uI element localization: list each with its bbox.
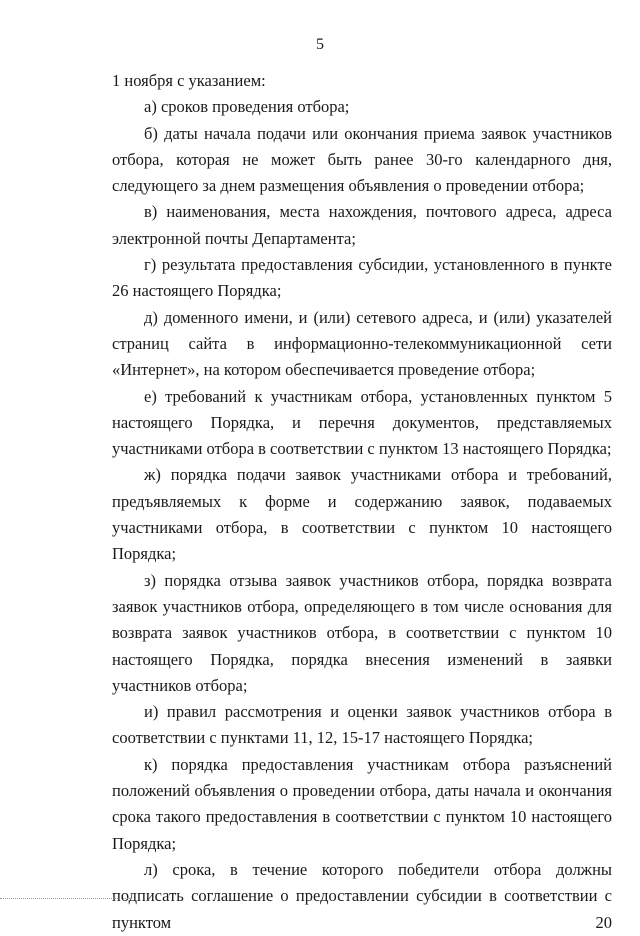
paragraph-item-b: б) даты начала подачи или окончания приема заявок участников отбора, которая не может быть ранее 30-го календарного дня, следующего за днем размещения объявления о проведении отбора;	[112, 123, 612, 196]
paragraph-item-e: е) требований к участникам отбора, установленных пунктом 5 настоящего Порядка, и перечня документов, представляемых участниками отбора в соответствии с пунктом 13 настоящего Порядка;	[112, 386, 612, 459]
paragraph-item-k: к) порядка предоставления участникам отбора разъяснений положений объявления о проведении отбора, даты начала и окончания срока такого предоставления в соответствии с пунктом 10 настоящего Порядка;	[112, 754, 612, 853]
paragraph-intro: 1 ноября с указанием:	[112, 71, 266, 90]
paragraph-item-z: з) порядка отзыва заявок участников отбора, порядка возврата заявок участников отбора, определяющего в том числе основания для возврата заявок участников отбора, в соответствии с пунктом 10 настоящего Порядка, порядка внесения изменений в заявки участников отбора;	[112, 570, 612, 695]
paragraph-item-d: д) доменного имени, и (или) сетевого адреса, и (или) указателей страниц сайта в информационно-телекоммуникационной сети «Интернет», на котором обеспечивается проведение отбора;	[112, 307, 612, 380]
paragraph-item-i: и) правил рассмотрения и оценки заявок участников отбора в соответствии с пунктами 11, 12, 15-17 настоящего Порядка;	[112, 702, 612, 748]
page-number: 5	[316, 36, 324, 53]
paragraph-item-l: л) срока, в течение которого победители отбора должны подписать соглашение о предоставлении субсидии в соответствии с пунктом 20	[112, 859, 612, 932]
document-body	[112, 68, 612, 936]
footer-divider	[0, 898, 132, 899]
paragraph-item-zh: ж) порядка подачи заявок участниками отбора и требований, предъявляемых к форме и содержанию заявок, подаваемых участниками отбора, в соответствии с пунктом 10 настоящего Порядка;	[112, 465, 612, 564]
paragraph-item-g: г) результата предоставления субсидии, установленного в пункте 26 настоящего Порядка;	[112, 255, 612, 301]
paragraph-item-a: а) сроков проведения отбора;	[144, 97, 350, 117]
paragraph-item-v: в) наименования, места нахождения, почтового адреса, адреса электронной почты Департамента;	[112, 202, 612, 248]
